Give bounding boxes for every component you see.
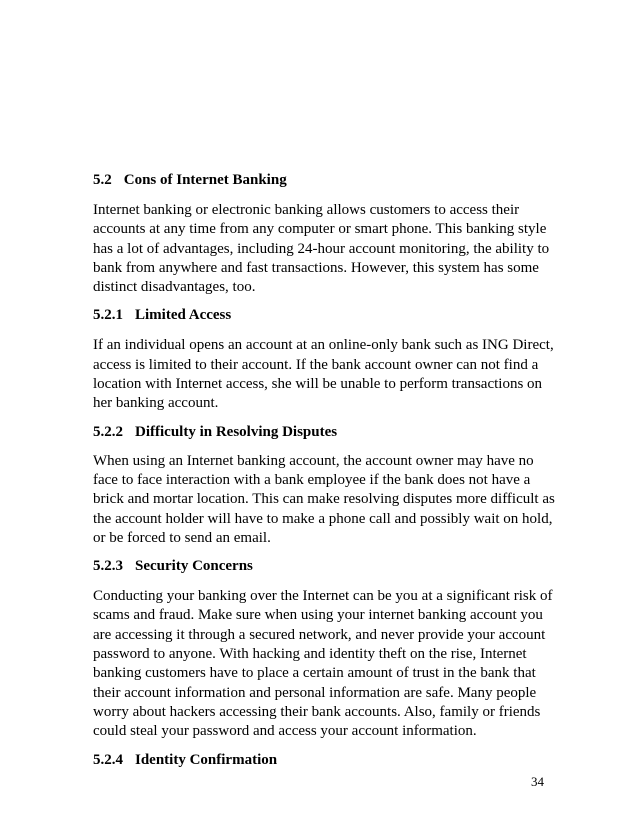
section-heading-5-2-3 [93, 557, 553, 575]
paragraph-line: If an individual opens an account at an online-only bank such as ING Direct, [93, 337, 554, 354]
section-paragraph-5-2-1 [93, 336, 553, 413]
section-number: 5.2.4 [93, 751, 123, 768]
section-number: 5.2.3 [93, 558, 123, 575]
paragraph-line: scams and fraud. Make sure when using your internet banking account you [93, 607, 543, 624]
section-heading-5-2-2 [93, 423, 553, 441]
paragraph-line: password to anyone. With hacking and identity theft on the rise, Internet [93, 646, 527, 663]
paragraph-line: When using an Internet banking account, the account owner may have no [93, 452, 534, 469]
paragraph-line: the account holder will have to make a phone call and possibly wait on hold, [93, 510, 553, 527]
section-paragraph-5-2-2 [93, 452, 553, 548]
section-paragraph-5-2-3 [93, 587, 553, 741]
section-title: Identity Confirmation [135, 751, 278, 768]
document-page [93, 171, 553, 769]
section-title: Difficulty in Resolving Disputes [135, 423, 338, 440]
paragraph-line: worry about hackers accessing their bank accounts. Also, family or friends [93, 703, 541, 720]
section-number: 5.2.2 [93, 423, 123, 440]
paragraph-line: face to face interaction with a bank employee if the bank does not have a [93, 471, 531, 488]
section-title: Limited Access [135, 307, 232, 324]
section-number: 5.2 [93, 172, 112, 188]
section-number: 5.2.1 [93, 307, 123, 324]
paragraph-line: her banking account. [93, 395, 219, 412]
section-paragraph-5-2 [93, 201, 553, 297]
paragraph-line: accounts at any time from any computer or smart phone. This banking style [93, 221, 547, 238]
paragraph-line: distinct disadvantages, too. [93, 279, 256, 296]
paragraph-line: location with Internet access, she will be unable to perform transactions on [93, 376, 543, 393]
page-number: 34 [531, 774, 544, 789]
paragraph-line: or be forced to send an email. [93, 529, 271, 546]
paragraph-line: Conducting your banking over the Internet can be you at a significant risk of [93, 588, 553, 605]
paragraph-line: access is limited to their account. If the bank account owner can not find a [93, 356, 539, 373]
section-heading-5-2 [93, 171, 553, 189]
section-title: Cons of Internet Banking [123, 172, 287, 188]
paragraph-line: could steal your password and access your account information. [93, 723, 477, 740]
section-title: Security Concerns [135, 558, 253, 575]
paragraph-line: their account information and personal information are safe. Many people [93, 684, 537, 701]
paragraph-line: bank from anywhere and fast transactions. However, this system has some [93, 259, 539, 276]
section-heading-5-2-1 [93, 306, 553, 324]
paragraph-line: brick and mortar location. This can make resolving disputes more difficult as [93, 491, 555, 508]
paragraph-line: has a lot of advantages, including 24-hour account monitoring, the ability to [93, 240, 550, 257]
paragraph-line: are accessing it through a secured network, and never provide your account [93, 626, 546, 643]
paragraph-line: banking customers have to place a certain amount of trust in the bank that [93, 665, 536, 682]
section-heading-5-2-4 [93, 751, 553, 769]
paragraph-line: Internet banking or electronic banking allows customers to access their [93, 202, 520, 218]
